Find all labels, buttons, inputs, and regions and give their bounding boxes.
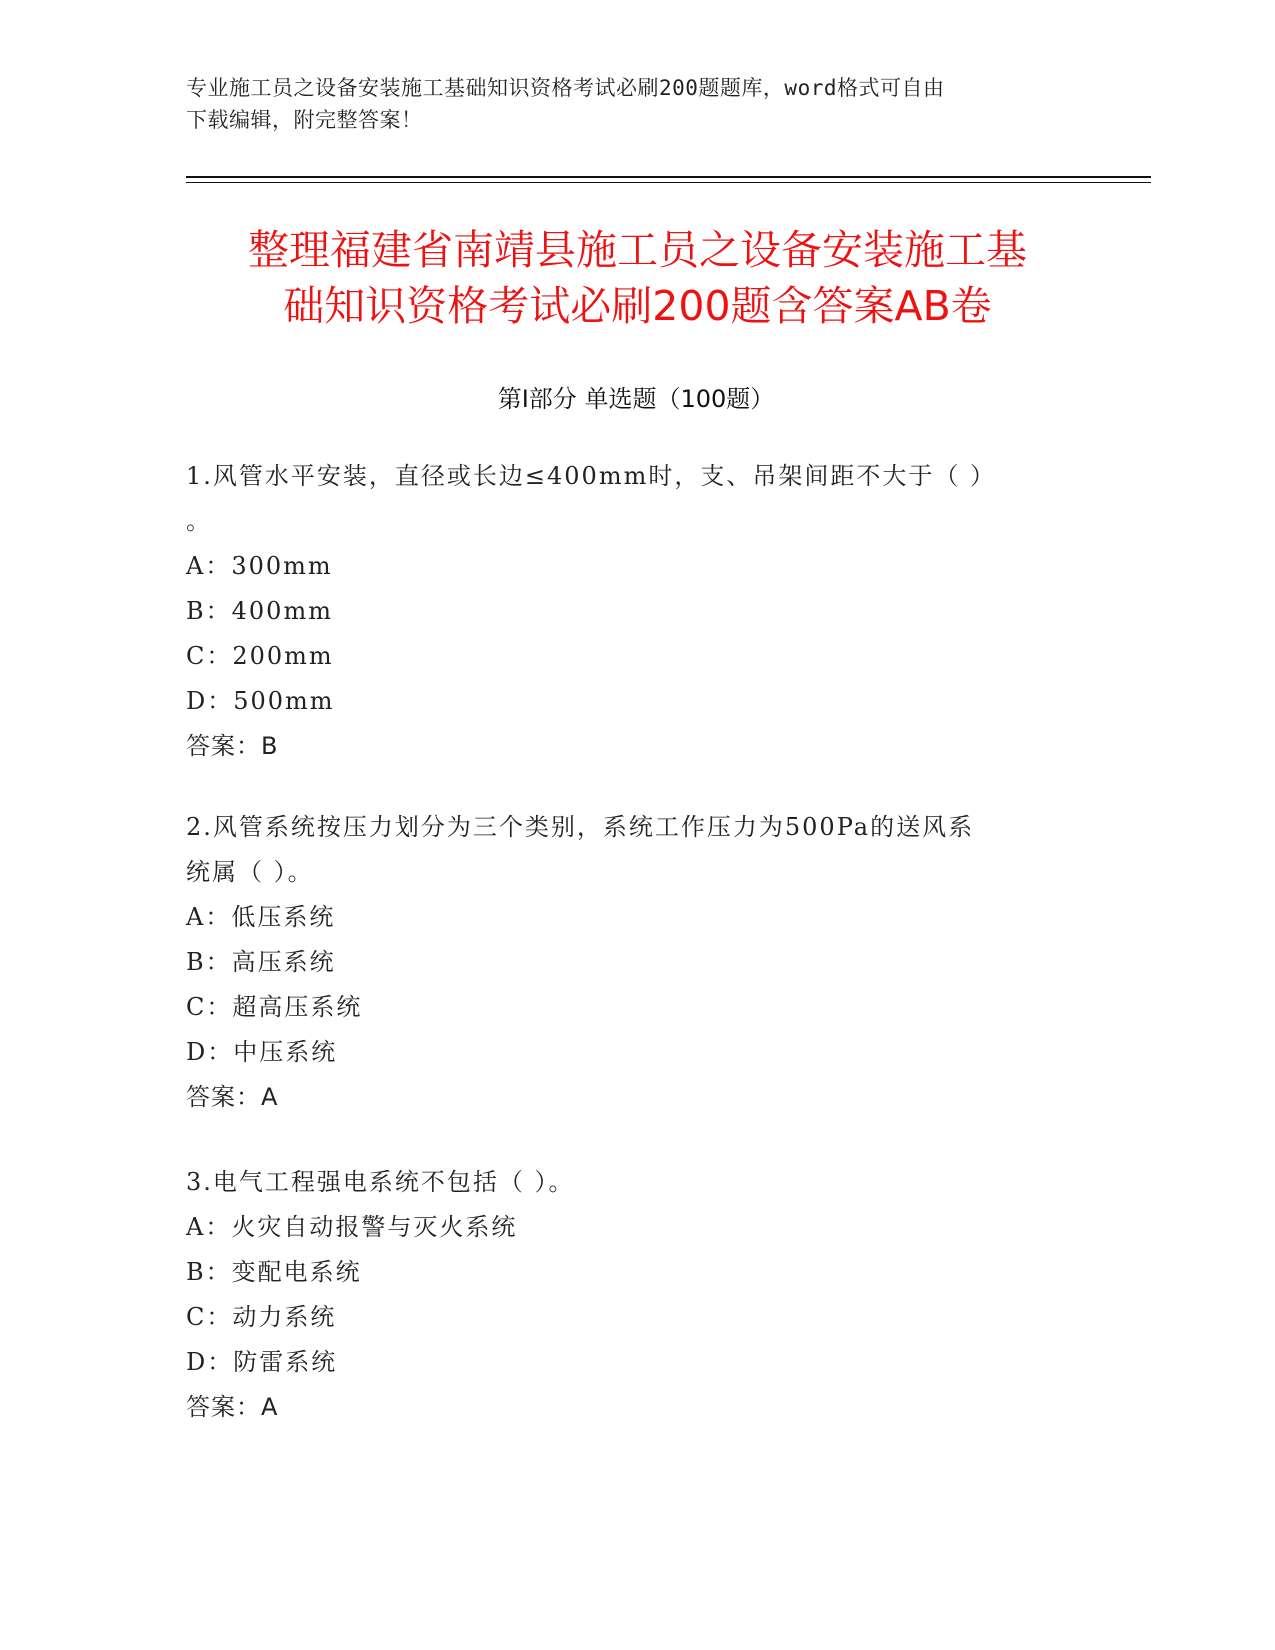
option-d: D：500mm xyxy=(186,687,335,715)
section-heading: 第Ⅰ部分 单选题（100题） xyxy=(497,385,775,413)
document-title-line-1: 整理福建省南靖县施工员之设备安装施工基 xyxy=(248,226,1027,274)
answer-line: 答案：B xyxy=(186,732,279,760)
option-c: C：动力系统 xyxy=(186,1303,337,1331)
option-a: A：火灾自动报警与灭火系统 xyxy=(186,1213,518,1241)
question-stem-line-2: 统属（ ）。 xyxy=(186,858,314,886)
option-d: D：防雷系统 xyxy=(186,1348,338,1376)
option-c: C：超高压系统 xyxy=(186,993,363,1021)
question-stem-line-1: 1.风管水平安装，直径或长边≤400mm时，支、吊架间距不大于（ ） xyxy=(186,462,996,490)
header-note-line-1: 专业施工员之设备安装施工基础知识资格考试必刷200题题库，word格式可自由 xyxy=(186,76,945,100)
document-title-line-2: 础知识资格考试必刷200题含答案AB卷 xyxy=(283,282,992,330)
header-note-line-2: 下载编辑，附完整答案！ xyxy=(186,108,423,132)
document-title xyxy=(150,222,1125,334)
option-d: D：中压系统 xyxy=(186,1038,338,1066)
header-divider-thick xyxy=(186,176,1151,178)
option-b: B：变配电系统 xyxy=(186,1258,362,1286)
question-stem-line-2: 。 xyxy=(186,507,212,535)
option-b: B：高压系统 xyxy=(186,948,336,976)
option-b: B：400mm xyxy=(186,597,333,625)
question-2 xyxy=(186,805,1086,1120)
header-note xyxy=(186,72,1086,136)
question-1 xyxy=(186,454,1086,769)
question-stem-line-1: 2.风管系统按压力划分为三个类别，系统工作压力为500Pa的送风系 xyxy=(186,813,975,841)
option-c: C：200mm xyxy=(186,642,334,670)
option-a: A：低压系统 xyxy=(186,903,336,931)
answer-line: 答案：A xyxy=(186,1083,279,1111)
question-stem-line-1: 3.电气工程强电系统不包括（ ）。 xyxy=(186,1168,575,1196)
header-divider-thin xyxy=(186,182,1151,183)
answer-line: 答案：A xyxy=(186,1393,279,1421)
question-3 xyxy=(186,1160,1086,1430)
option-a: A：300mm xyxy=(186,552,333,580)
